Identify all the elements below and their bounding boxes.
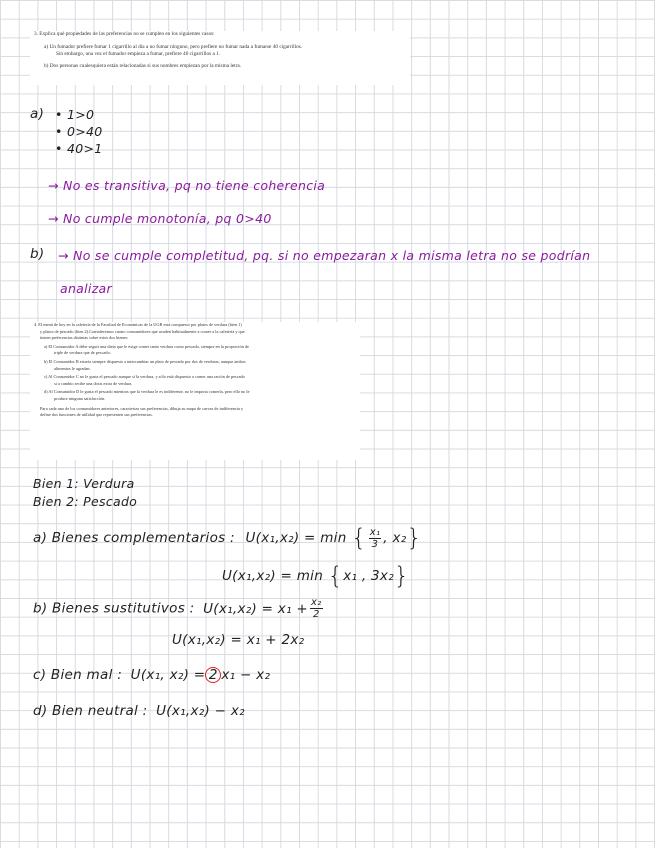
answer3-bullet-2: • 0>40 (55, 124, 103, 139)
answer4-a-utility-1: U(x₁,x₂) = min { $\frac{\text{x₁}}{3}$ , x₂} (245, 524, 423, 552)
exercise-3-statement (30, 31, 410, 85)
exercise-4-intro-3: tienen preferencias distintas sobre estos dos bienes: (40, 335, 129, 341)
answer3-bullet-3: • 40>1 (55, 141, 103, 156)
exercise-3-title: 3. Explica qué propiedades de las preferencias no se cumplen en los siguientes casos: (34, 31, 215, 37)
answer3-note-completeness: → No se cumple completitud, pq. si no empezaran x la misma letra no se podrían (58, 248, 591, 263)
exercise-4-b-1: b) El Consumidor B estaría siempre dispuesto a intercambiar un plato de pescado por dos de verduras, aunque ambos (44, 358, 246, 364)
answer4-c-bad: c) Bien mal : U(x₁, x₂) = 2 x₁ − x₂ (33, 667, 271, 683)
answer4-b-utility-1: U(x₁,x₂) = x₁ + $\frac{\text{x₂}}{2}$ (203, 597, 322, 620)
exercise-3-a-line1: a) Un fumador prefiere fumar 1 cigarrillo al día a no fumar ninguno, pero prefiere no fumar nada a fumarse 40 cigarrillos. (44, 43, 303, 50)
answer3-note-completeness-cont: analizar (60, 281, 112, 296)
answer4-b-substitutes (33, 597, 325, 620)
answer4-a-complementary (33, 524, 422, 552)
answer3-a-label: a) (30, 106, 45, 122)
exercise-4-a-1: a) El Consumidor A debe seguir una dieta que le exige comer tanto verdura como pescado, siempre en la proporción de (44, 343, 249, 349)
answer4-b-label: b) Bienes sustitutivos : (33, 600, 195, 617)
answer4-b-utility-2: U(x₁,x₂) = x₁ + 2x₂ (172, 632, 305, 648)
exercise-4-d-1: d) Al Consumidor D le gusta el pescado mientras que la verdura le es indiferente, no le importa comerla, pero ello no le (44, 389, 250, 395)
answer3-note-transitive: → No es transitiva, pq no tiene coherencia (48, 178, 326, 193)
exercise-4-d-2: produce ninguna satisfacción. (54, 395, 106, 401)
answer4-a-label: a) Bienes complementarios : (33, 530, 235, 546)
answer4-bien1: Bien 1: Verdura (33, 476, 135, 491)
exercise-4-b-2: alimentos le agradan. (54, 365, 91, 371)
exercise-3-b-line: b) Dos personas cualesquiera están relacionadas si sus nombres empiezan por la misma letra. (44, 62, 242, 69)
exercise-4-a-2: triple de verdura que de pescado. (54, 350, 111, 356)
answer3-b-label: b) (30, 246, 45, 262)
exercise-4-c-2: si a cambio recibe una dosis extra de verdura. (54, 380, 133, 386)
exercise-4-outro-1: Para cada uno de los consumidores anteriores, caracteriza sus preferencias, dibuja su mapa de curvas de indiferencia y (40, 405, 244, 411)
exercise-4-statement (30, 322, 360, 460)
answer4-c-label: c) Bien mal : (33, 667, 123, 683)
exercise-4-intro-2: y platos de pescado (bien 2).Consideremos cuatro consumidores que acuden habitualmente a comer a la cafetería y que (40, 328, 245, 334)
circled-coefficient: 2 (205, 667, 221, 683)
exercise-4-intro-1: 4. El menú de hoy en la cafetería de la Facultad de Económicas de la UGR está compuesto por platos de verdura (bien 1) (34, 322, 242, 327)
exercise-3-a-line2: Sin embargo, una vez el fumador empieza a fumar, prefiere 40 cigarrillos a 1. (56, 51, 221, 58)
exercise-4-c-1: c) Al Consumidor C no le gusta el pescado aunque sí la verdura, y sólo está dispuesto a comer una ración de pescado (44, 374, 245, 380)
answer3-bullet-1: • 1>0 (55, 107, 95, 122)
answer4-d-neutral: d) Bien neutral : U(x₁,x₂) − x₂ (33, 703, 245, 719)
answer4-d-label: d) Bien neutral : (33, 703, 148, 719)
answer4-a-utility-2: U(x₁,x₂) = min {x₁ , 3x₂} (222, 562, 410, 590)
answer4-bien2: Bien 2: Pescado (33, 494, 138, 509)
answer3-note-monotony: → No cumple monotonía, pq 0>40 (48, 211, 272, 226)
exercise-4-outro-2: define dos funciones de utilidad que representen sus preferencias. (40, 412, 153, 418)
